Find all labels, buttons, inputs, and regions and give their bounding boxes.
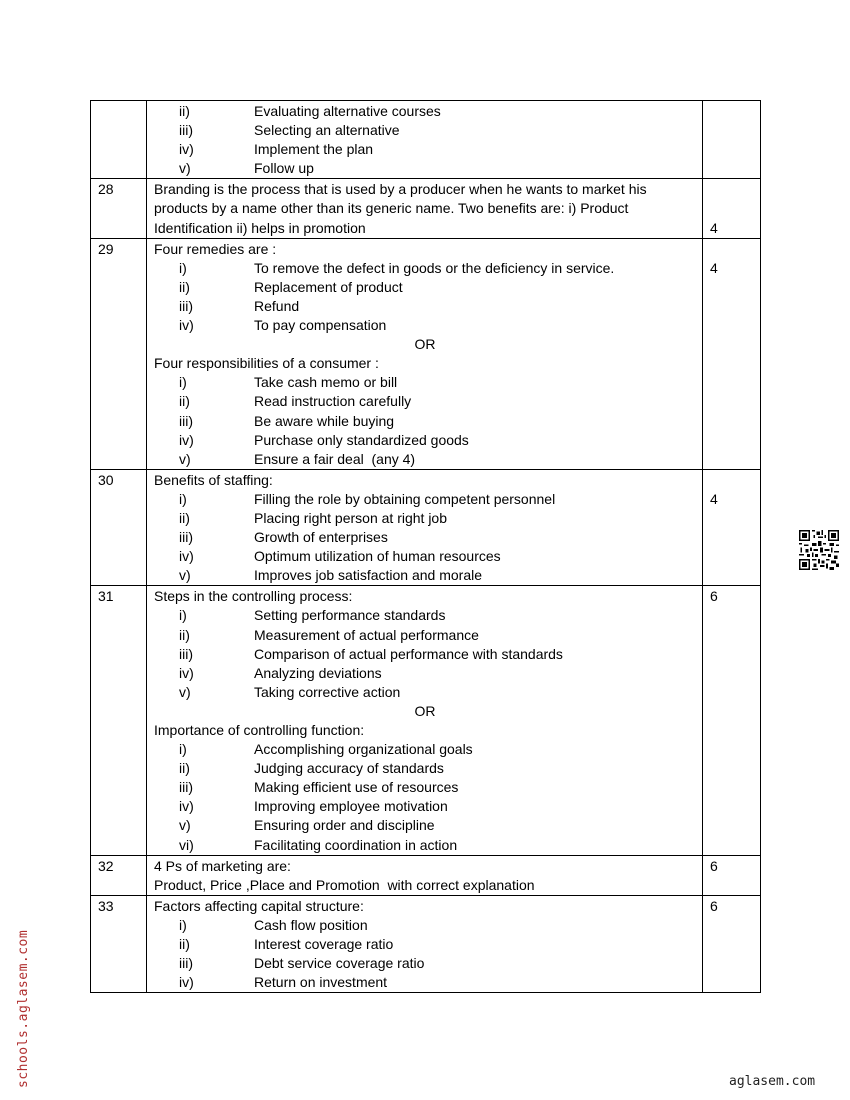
qr-code-icon <box>799 530 839 570</box>
table-row <box>91 469 761 586</box>
item-number: ii) <box>179 936 190 953</box>
item-number: iii) <box>179 955 193 972</box>
list-item <box>154 259 696 278</box>
item-number: ii) <box>179 278 190 295</box>
item-text: Ensuring order and discipline <box>254 817 435 834</box>
side-watermark: schools.aglasem.com <box>16 929 31 1088</box>
item-text: Follow up <box>254 160 314 177</box>
item-number: i) <box>179 607 187 624</box>
item-number: i) <box>179 374 187 391</box>
marks-cell <box>703 238 761 469</box>
list-item <box>154 759 696 778</box>
item-text: Read instruction carefully <box>254 393 412 410</box>
list-item <box>154 916 696 935</box>
item-text: Optimum utilization of human resources <box>254 548 501 565</box>
list-item <box>154 140 696 159</box>
list-item <box>154 626 696 645</box>
question-number: 30 <box>91 469 147 586</box>
item-text: To pay compensation <box>254 317 387 334</box>
list-item <box>154 297 696 316</box>
or-separator: OR <box>414 702 436 719</box>
marks-cell: 6 <box>703 895 761 992</box>
item-number: iv) <box>179 798 194 815</box>
item-text: Taking corrective action <box>254 683 401 700</box>
question-number <box>91 101 147 179</box>
item-text: Comparison of actual performance with standards <box>254 645 563 662</box>
answer-cell <box>147 895 703 992</box>
list-item <box>154 954 696 973</box>
item-text: Selecting an alternative <box>254 122 400 139</box>
answer-cell <box>147 469 703 586</box>
item-number: iv) <box>179 548 194 565</box>
item-text: Judging accuracy of standards <box>254 760 444 777</box>
marks-value: 4 <box>710 259 718 276</box>
table-row <box>91 895 761 992</box>
list-item <box>154 547 696 566</box>
list-item <box>154 450 696 469</box>
list-item <box>154 159 696 178</box>
table-row <box>91 586 761 855</box>
list-item <box>154 935 696 954</box>
answer-heading: Steps in the controlling process: <box>154 588 353 605</box>
item-number: v) <box>179 683 191 700</box>
table-row <box>91 238 761 469</box>
item-text: Take cash memo or bill <box>254 374 398 391</box>
table-row <box>91 101 761 179</box>
question-number: 29 <box>91 238 147 469</box>
item-number: iii) <box>179 529 193 546</box>
list-item <box>154 778 696 797</box>
item-text: Facilitating coordination in action <box>254 836 458 853</box>
item-number: iii) <box>179 412 193 429</box>
answer-text: Branding is the process that is used by a producer when he wants to market his products by a name other than its generic name. Two benefits are: i) Product Identification ii) helps in promotion <box>154 181 647 236</box>
list-item <box>154 973 696 992</box>
list-item <box>154 797 696 816</box>
item-text: Purchase only standardized goods <box>254 431 469 448</box>
item-number: i) <box>179 259 187 276</box>
list-item <box>154 121 696 140</box>
question-number: 31 <box>91 586 147 855</box>
item-text: Filling the role by obtaining competent personnel <box>254 490 556 507</box>
item-text: Improves job satisfaction and morale <box>254 567 482 584</box>
list-item <box>154 528 696 547</box>
item-text: Evaluating alternative courses <box>254 103 441 119</box>
list-item <box>154 645 696 664</box>
answer-heading: Four responsibilities of a consumer : <box>154 355 379 372</box>
table-row <box>91 179 761 238</box>
answer-cell <box>147 101 703 179</box>
item-number: v) <box>179 567 191 584</box>
answer-heading: Importance of controlling function: <box>154 722 365 738</box>
or-separator: OR <box>414 336 436 353</box>
item-text: Cash flow position <box>254 916 368 933</box>
marks-cell <box>703 101 761 179</box>
list-item <box>154 278 696 297</box>
item-text: Improving employee motivation <box>254 798 448 815</box>
item-text: Measurement of actual performance <box>254 626 479 643</box>
list-item <box>154 316 696 335</box>
item-number: ii) <box>179 393 190 410</box>
list-item <box>154 431 696 450</box>
list-item <box>154 373 696 392</box>
item-number: ii) <box>179 760 190 777</box>
item-number: iii) <box>179 297 193 314</box>
item-number: ii) <box>179 103 190 119</box>
item-number: iv) <box>179 431 194 448</box>
list-item <box>154 392 696 411</box>
list-item <box>154 816 696 835</box>
marks-value: 4 <box>710 219 718 236</box>
answer-text: Product, Price ,Place and Promotion with correct explanation <box>154 876 535 893</box>
list-item <box>154 836 696 855</box>
marks-value: 4 <box>710 490 718 507</box>
question-number: 33 <box>91 895 147 992</box>
item-text: Analyzing deviations <box>254 664 382 681</box>
item-text: Debt service coverage ratio <box>254 955 425 972</box>
item-text: To remove the defect in goods or the deficiency in service. <box>254 259 615 276</box>
item-number: iii) <box>179 122 193 139</box>
item-number: iv) <box>179 317 194 334</box>
item-text: Setting performance standards <box>254 607 446 624</box>
item-number: iv) <box>179 141 194 158</box>
item-number: iv) <box>179 974 194 991</box>
item-text: Be aware while buying <box>254 412 395 429</box>
item-text: Growth of enterprises <box>254 529 388 546</box>
item-number: vi) <box>179 836 194 853</box>
item-text: Replacement of product <box>254 278 403 295</box>
marks-cell: 6 <box>703 855 761 895</box>
item-number: iii) <box>179 645 193 662</box>
item-number: v) <box>179 450 191 467</box>
item-text: Interest coverage ratio <box>254 936 394 953</box>
question-number: 32 <box>91 855 147 895</box>
marks-cell <box>703 469 761 586</box>
item-number: i) <box>179 916 187 933</box>
item-number: ii) <box>179 509 190 526</box>
list-item <box>154 102 696 121</box>
answer-heading: Factors affecting capital structure: <box>154 897 364 914</box>
item-text: Return on investment <box>254 974 388 991</box>
answer-cell <box>147 179 703 238</box>
item-number: v) <box>179 160 191 177</box>
list-item <box>154 664 696 683</box>
marks-cell <box>703 179 761 238</box>
item-text: Ensure a fair deal (any 4) <box>254 450 416 467</box>
list-item <box>154 683 696 702</box>
list-item <box>154 740 696 759</box>
item-text: Making efficient use of resources <box>254 779 459 796</box>
question-number: 28 <box>91 179 147 238</box>
item-number: ii) <box>179 626 190 643</box>
item-number: iv) <box>179 664 194 681</box>
answer-cell <box>147 855 703 895</box>
answer-cell <box>147 586 703 855</box>
marking-scheme-table <box>90 100 761 993</box>
table-row <box>91 855 761 895</box>
list-item <box>154 509 696 528</box>
answer-heading: Four remedies are : <box>154 240 277 257</box>
list-item <box>154 566 696 585</box>
list-item <box>154 490 696 509</box>
item-text: Implement the plan <box>254 141 374 158</box>
answer-cell <box>147 238 703 469</box>
bottom-watermark: aglasem.com <box>729 1074 816 1089</box>
item-number: i) <box>179 741 187 758</box>
answer-heading: Benefits of staffing: <box>154 471 273 488</box>
item-number: i) <box>179 490 187 507</box>
item-number: v) <box>179 817 191 834</box>
item-number: iii) <box>179 779 193 796</box>
marks-cell: 6 <box>703 586 761 855</box>
answer-heading: 4 Ps of marketing are: <box>154 857 291 874</box>
list-item <box>154 606 696 625</box>
item-text: Accomplishing organizational goals <box>254 741 473 758</box>
item-text: Placing right person at right job <box>254 509 447 526</box>
list-item <box>154 412 696 431</box>
item-text: Refund <box>254 297 300 314</box>
